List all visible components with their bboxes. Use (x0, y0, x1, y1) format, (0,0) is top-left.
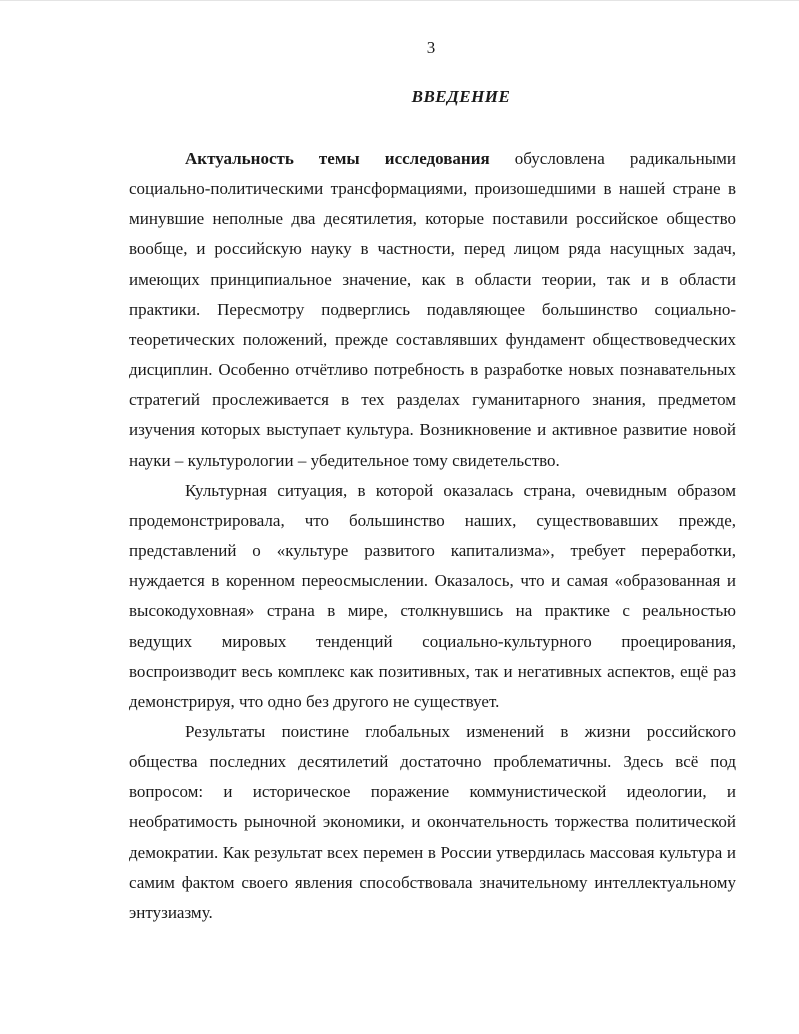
page-number: 3 (426, 38, 436, 57)
paragraph-text: Результаты поистине глобальных изменений в жизни российского общества последних десятилетий достаточно проблематичны. Здесь всё под вопросом: и историческое поражение коммунистической идеологии, и необратимость рыночной экономики, и окончательность торжества политической демократии. Как результат всех перемен в России утвердилась массовая культура и самим фактом своего явления способствовала значительному интеллектуальному энтузиазму. (129, 721, 736, 922)
relevance-lead-term: Актуальность темы исследования (185, 149, 490, 168)
paragraph-results (129, 717, 736, 928)
page-fold-line (0, 0, 799, 1)
paragraph-text: обусловлена радикальными социально-политическими трансформациями, произошедшими в нашей стране в минувшие неполные два десятилетия, которые поставили российское общество вообще, и российскую науку в частности, перед лицом ряда насущных задач, имеющих принципиальное значение, как в области теории, так и в области практики. Пересмотру подверглись подавляющее большинство социально-теоретических положений, прежде составлявших фундамент обществоведческих дисциплин. Особенно отчётливо потребность в разработке новых познавательных стратегий прослеживается в тех разделах гуманитарного знания, предметом изучения которых выступает культура. Возникновение и активное развитие новой науки – культурологии – убедительное тому свидетельство. (129, 149, 737, 470)
paragraph-text: Культурная ситуация, в которой оказалась страна, очевидным образом продемонстрировала, что большинство наших, существовавших прежде, представлений о «культуре развитого капитализма», требует переработки, нуждается в коренном переосмыслении. Оказалось, что и самая «образованная и высокодуховная» страна в мире, столкнувшись на практике с реальностью ведущих мировых тенденций социально-культурного проецирования, воспроизводит весь комплекс как позитивных, так и негативных аспектов, ещё раз демонстрируя, что одно без другого не существует. (129, 480, 736, 711)
section-heading: ВВЕДЕНИЕ (411, 87, 511, 106)
body-text (129, 144, 736, 928)
paragraph-cultural-situation (129, 476, 736, 717)
paragraph-relevance (129, 144, 736, 476)
